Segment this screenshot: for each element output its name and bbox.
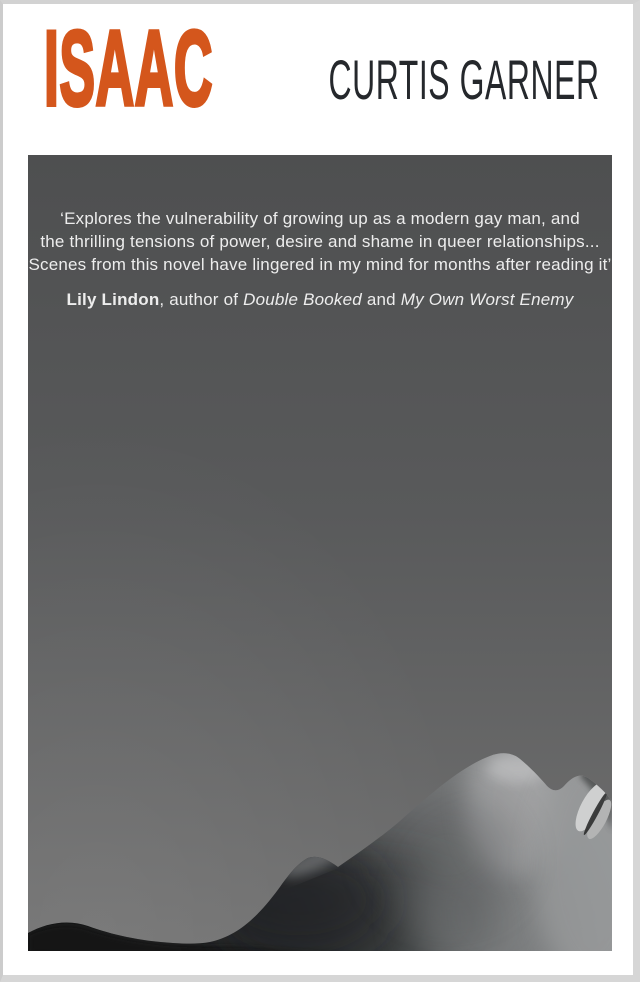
- reviewer-work-1: Double Booked: [243, 290, 362, 309]
- reviewer-name: Lily Lindon: [66, 290, 160, 309]
- quote-line-3: Scenes from this novel have lingered in my mind for months after reading it’: [28, 255, 612, 274]
- author-name: CURTIS GARNER: [328, 48, 600, 111]
- quote-line-1: ‘Explores the vulnerability of growing up as a modern gay man, and: [60, 209, 580, 228]
- reviewer-work-2: My Own Worst Enemy: [400, 290, 574, 309]
- quote-text: [28, 207, 612, 276]
- conjunction: and: [361, 290, 401, 309]
- quote-line-2: the thrilling tensions of power, desire and shame in queer relationships...: [40, 232, 600, 251]
- book-title: ISAAC: [44, 8, 213, 128]
- cover-photo: [28, 155, 612, 951]
- reviewer-role: , author of: [159, 290, 244, 309]
- quote-attribution: [28, 288, 612, 311]
- review-quote: [28, 155, 612, 311]
- cover-header: [3, 4, 633, 155]
